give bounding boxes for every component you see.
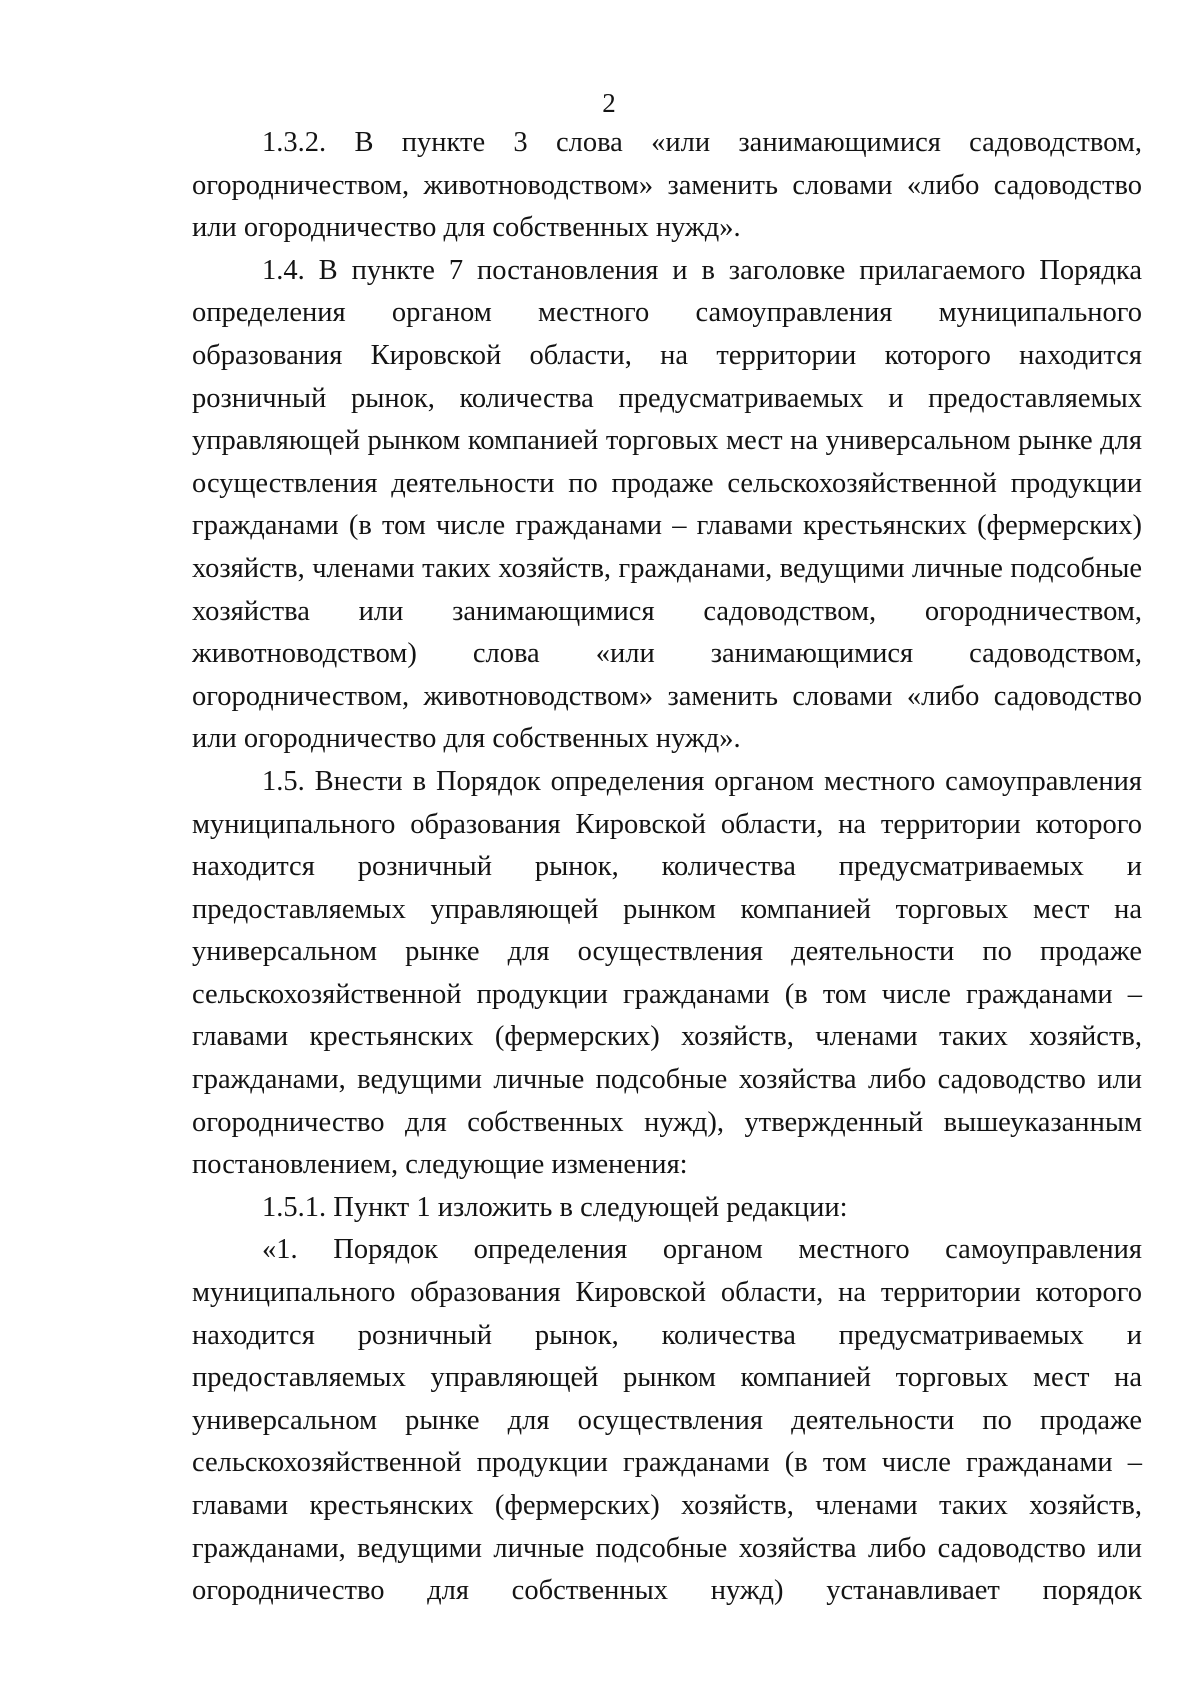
paragraph-1-5: 1.5. Внести в Порядок определения органом местного самоуправления муниципального образования Кировской области, на территории которого находится розничный рынок, количества предусматриваемых и предоставляемых управляющей рынком компанией торговых мест на универсальном рынке для осуществления деятельности по продаже сельскохозяйственной продукции гражданами (в том числе гражданами – главами крестьянских (фермерских) хозяйств, членами таких хозяйств, гражданами, ведущими личные подсобные хозяйства либо садоводство или огородничество для собственных нужд), утвержденный вышеуказанным постановлением, следующие изменения: xyxy=(192,765,1142,1181)
page-number: 2 xyxy=(602,88,616,118)
paragraph-1-3-2: 1.3.2. В пункте 3 слова «или занимающимися садоводством, огородничеством, животноводством» заменить словами «либо садоводство или огородничество для собственных нужд». xyxy=(192,127,1142,244)
paragraph-1-4: 1.4. В пункте 7 постановления и в заголовке прилагаемого Порядка определения органом местного самоуправления муниципального образования Кировской области, на территории которого находится розничный рынок, количества предусматриваемых и предоставляемых управляющей рынком компанией торговых мест на универсальном рынке для осуществления деятельности по продаже сельскохозяйственной продукции гражданами (в том числе гражданами – главами крестьянских (фермерских) хозяйств, членами таких хозяйств, гражданами, ведущими личные подсобные хозяйства или занимающимися садоводством, огородничеством, животноводством) слова «или занимающимися садоводством, огородничеством, животноводством» заменить словами «либо садоводство или огородничество для собственных нужд». xyxy=(192,254,1142,755)
paragraph-quoted-point-1: «1. Порядок определения органом местного самоуправления муниципального образования Кировской области, на территории которого находится розничный рынок, количества предусматриваемых и предоставляемых управляющей рынком компанией торговых мест на универсальном рынке для осуществления деятельности по продаже сельскохозяйственной продукции гражданами (в том числе гражданами – главами крестьянских (фермерских) хозяйств, членами таких хозяйств, гражданами, ведущими личные подсобные хозяйства либо садоводство или огородничество для собственных нужд) устанавливает порядок xyxy=(192,1234,1142,1607)
document-body xyxy=(192,122,1142,1613)
paragraph-1-5-1: 1.5.1. Пункт 1 изложить в следующей редакции: xyxy=(262,1191,848,1223)
